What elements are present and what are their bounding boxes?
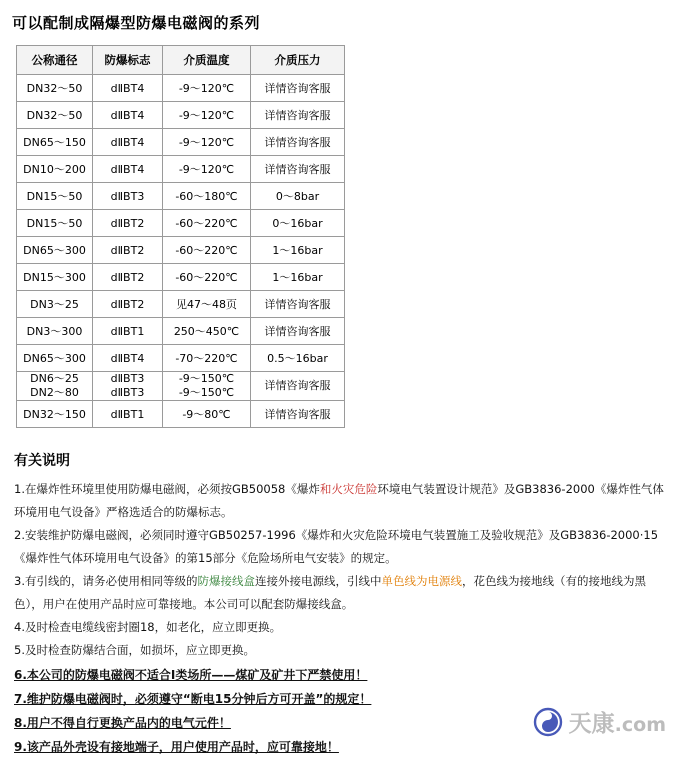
table-row xyxy=(17,156,345,183)
page-title: 可以配制成隔爆型防爆电磁阀的系列 xyxy=(12,14,261,32)
table-cell: -9～120℃ xyxy=(163,102,251,129)
table-cell: DN3～25 xyxy=(17,291,93,318)
note-text: 4.及时检查电缆线密封圈18，如老化，应立即更换。 xyxy=(14,620,282,634)
table-cell: dⅡBT2 xyxy=(93,237,163,264)
table-cell: -9～80℃ xyxy=(163,401,251,428)
table-header-row xyxy=(17,46,345,75)
note-text: 连接外接电源线，引线中 xyxy=(254,574,382,588)
table-body xyxy=(17,75,345,428)
table-cell: DN65～300 xyxy=(17,237,93,264)
spec-table xyxy=(16,45,345,428)
notes-title: 有关说明 xyxy=(14,453,70,469)
table-row xyxy=(17,345,345,372)
table-cell: 0.5～16bar xyxy=(251,345,345,372)
table-cell: dⅡBT3 dⅡBT3 xyxy=(93,372,163,401)
table-cell: -60～180℃ xyxy=(163,183,251,210)
table-cell: dⅡBT4 xyxy=(93,156,163,183)
table-row xyxy=(17,318,345,345)
table-cell: DN3～300 xyxy=(17,318,93,345)
table-cell: dⅡBT4 xyxy=(93,345,163,372)
note-text: 防爆接线盒 xyxy=(197,574,255,588)
note-line xyxy=(14,572,666,591)
bold-note-line: 6.本公司的防爆电磁阀不适合Ⅰ类场所——煤矿及矿井下严禁使用！ xyxy=(14,668,368,682)
note-text: 《爆炸性气体环境用电气设备》的第15部分《危险场所电气安装》的规定。 xyxy=(14,551,397,565)
table-cell: 详情咨询客服 xyxy=(251,372,345,401)
table-cell: 详情咨询客服 xyxy=(251,318,345,345)
table-cell: 1～16bar xyxy=(251,237,345,264)
table-cell: 见47～48页 xyxy=(163,291,251,318)
table-cell: dⅡBT1 xyxy=(93,401,163,428)
table-cell: dⅡBT3 xyxy=(93,183,163,210)
column-header-medium-temperature: 介质温度 xyxy=(163,46,251,75)
table-cell: -9～150℃ -9～150℃ xyxy=(163,372,251,401)
table-row xyxy=(17,264,345,291)
bold-note-line: 7.维护防爆电磁阀时，必须遵守“断电15分钟后方可开盖”的规定！ xyxy=(14,692,372,706)
table-row xyxy=(17,183,345,210)
column-header-medium-pressure: 介质压力 xyxy=(251,46,345,75)
note-text: 环境用电气设备》严格选适合的防爆标志。 xyxy=(14,505,233,519)
table-cell: -60～220℃ xyxy=(163,237,251,264)
note-text: 5.及时检查防爆结合面，如损坏，应立即更换。 xyxy=(14,643,255,657)
note-line xyxy=(14,503,666,522)
table-cell: 250～450℃ xyxy=(163,318,251,345)
table-cell: 详情咨询客服 xyxy=(251,401,345,428)
note-line xyxy=(14,595,666,614)
note-line xyxy=(14,641,666,660)
note-line xyxy=(14,480,666,499)
table-cell: DN6～25 DN2～80 xyxy=(17,372,93,401)
table-cell: -9～120℃ xyxy=(163,156,251,183)
bold-note-line: 8.用户不得自行更换产品内的电气元件！ xyxy=(14,716,231,730)
table-cell: dⅡBT2 xyxy=(93,291,163,318)
table-row xyxy=(17,75,345,102)
note-text: 3.有引线的，请务必使用相同等级的 xyxy=(14,574,198,588)
table-cell: 0～16bar xyxy=(251,210,345,237)
table-cell: -60～220℃ xyxy=(163,210,251,237)
watermark-brand: 天康 xyxy=(568,711,615,737)
table-cell: 详情咨询客服 xyxy=(251,156,345,183)
table-cell: DN65～150 xyxy=(17,129,93,156)
table-row xyxy=(17,210,345,237)
table-cell: 详情咨询客服 xyxy=(251,129,345,156)
note-text: 和火灾危险 xyxy=(319,482,378,496)
note-text: 单色线为电源线 xyxy=(381,574,462,588)
note-line xyxy=(14,526,666,545)
table-cell: dⅡBT4 xyxy=(93,129,163,156)
table-row xyxy=(17,129,345,156)
table-row xyxy=(17,372,345,401)
table-cell: dⅡBT2 xyxy=(93,264,163,291)
watermark-suffix: .com xyxy=(614,714,666,736)
table-row xyxy=(17,237,345,264)
table-cell: dⅡBT1 xyxy=(93,318,163,345)
table-cell: 0～8bar xyxy=(251,183,345,210)
table-cell: 详情咨询客服 xyxy=(251,75,345,102)
column-header-nominal-diameter: 公称通径 xyxy=(17,46,93,75)
table-cell: dⅡBT4 xyxy=(93,75,163,102)
table-cell: DN65～300 xyxy=(17,345,93,372)
table-cell: -9～120℃ xyxy=(163,129,251,156)
table-cell: 1～16bar xyxy=(251,264,345,291)
note-line xyxy=(14,618,666,637)
note-text: 环境电气装置设计规范》及GB3836-2000《爆炸性气体 xyxy=(377,482,664,496)
note-text: 1.在爆炸性环境里使用防爆电磁阀，必须按GB50058《爆炸 xyxy=(14,482,320,496)
bold-note-line: 9.该产品外壳设有接地端子，用户使用产品时，应可靠接地！ xyxy=(14,740,339,754)
table-cell: dⅡBT2 xyxy=(93,210,163,237)
watermark xyxy=(533,705,666,738)
table-cell: dⅡBT4 xyxy=(93,102,163,129)
table-cell: -70～220℃ xyxy=(163,345,251,372)
table-row xyxy=(17,102,345,129)
note-text: ，花色线为接地线（有的接地线为黑 xyxy=(461,574,646,588)
notes-list xyxy=(10,480,670,660)
table-cell: DN15～300 xyxy=(17,264,93,291)
note-text: 2.安装维护防爆电磁阀，必须同时遵守GB50257-1996《爆炸和火灾危险环境电气装置施工及验收规范》及GB3836-2000·15 xyxy=(14,528,659,542)
table-cell: DN10～200 xyxy=(17,156,93,183)
tiankang-logo-icon xyxy=(533,707,563,737)
table-cell: DN32～50 xyxy=(17,75,93,102)
table-cell: -60～220℃ xyxy=(163,264,251,291)
table-cell: DN15～50 xyxy=(17,210,93,237)
table-row xyxy=(17,401,345,428)
note-text: 色），用户在使用产品时应可靠接地。本公司可以配套防爆接线盒。 xyxy=(14,597,354,611)
table-cell: 详情咨询客服 xyxy=(251,291,345,318)
table-cell: 详情咨询客服 xyxy=(251,102,345,129)
watermark-text xyxy=(569,705,666,738)
table-cell: DN32～150 xyxy=(17,401,93,428)
table-cell: DN32～50 xyxy=(17,102,93,129)
table-cell: -9～120℃ xyxy=(163,75,251,102)
table-cell: DN15～50 xyxy=(17,183,93,210)
column-header-explosion-proof-mark: 防爆标志 xyxy=(93,46,163,75)
table-row xyxy=(17,291,345,318)
table-header xyxy=(17,46,345,75)
note-line xyxy=(14,549,666,568)
